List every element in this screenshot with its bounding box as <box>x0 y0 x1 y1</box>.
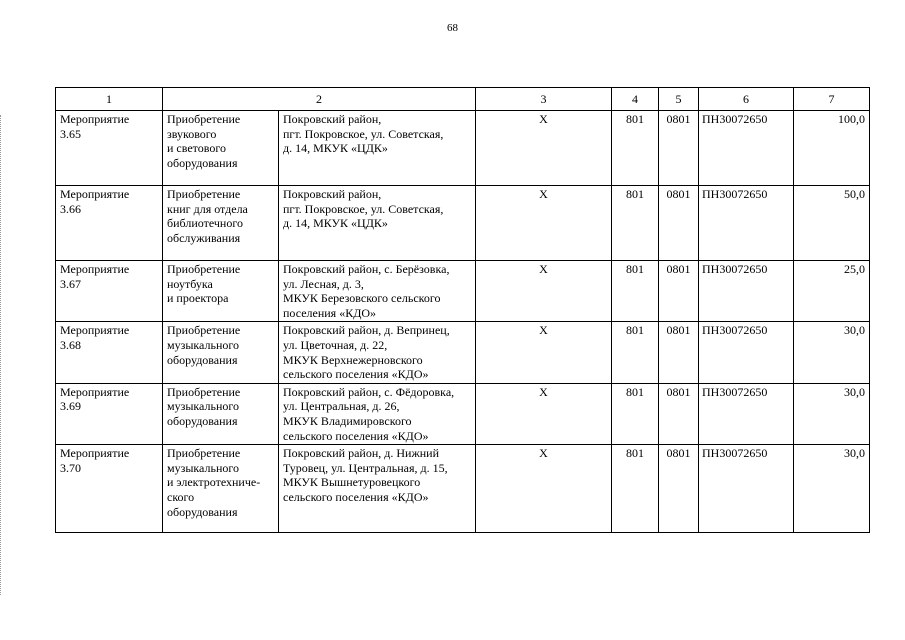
amount-value: 100,0 <box>794 111 870 186</box>
table-row <box>56 186 870 261</box>
amount-value: 30,0 <box>794 383 870 444</box>
recipient-address <box>279 111 476 186</box>
measure-name-line: 3.68 <box>60 337 81 352</box>
cell-col-4: 801 <box>612 111 659 186</box>
measure-name-line: Мероприятие <box>60 446 130 461</box>
amount-value: 50,0 <box>794 186 870 261</box>
measure-name-line: 3.69 <box>60 399 81 414</box>
cell-col-3: Х <box>476 186 612 261</box>
table-row <box>56 383 870 444</box>
measure-name-line: Мероприятие <box>60 112 130 126</box>
measure-name-line: Мероприятие <box>60 262 130 276</box>
table-row <box>56 261 870 322</box>
cell-col-3: Х <box>476 261 612 322</box>
recipient-address-line: Покровский район, д. Нижний <box>283 446 440 461</box>
cell-col-4: 801 <box>612 186 659 261</box>
table-row <box>56 111 870 186</box>
cell-col-5: 0801 <box>659 186 699 261</box>
cell-col-3: Х <box>476 383 612 444</box>
cell-col-3: Х <box>476 445 612 533</box>
purchase-description-line: оборудования <box>167 155 238 170</box>
table-row <box>56 445 870 533</box>
budget-table <box>55 87 870 533</box>
recipient-address-line: МКУК Березовского сельского <box>283 291 441 306</box>
purchase-description-line: и электротехниче- <box>167 475 261 490</box>
measure-name <box>56 111 163 186</box>
purchase-description-line: звукового <box>167 126 217 141</box>
measure-name <box>56 383 163 444</box>
cell-col-5: 0801 <box>659 322 699 383</box>
cell-col-6: ПН30072650 <box>699 186 794 261</box>
purchase-description <box>163 383 279 444</box>
purchase-description-line: ского <box>167 489 195 504</box>
column-header-7: 7 <box>794 88 870 111</box>
table-row <box>56 322 870 383</box>
measure-name-line: Мероприятие <box>60 323 130 338</box>
measure-name-line: 3.66 <box>60 201 81 216</box>
recipient-address-line: МКУК Верхнежерновского <box>283 352 423 367</box>
purchase-description <box>163 445 279 533</box>
cell-col-6: ПН30072650 <box>699 445 794 533</box>
cell-col-5: 0801 <box>659 111 699 186</box>
amount-value: 25,0 <box>794 261 870 322</box>
cell-col-5: 0801 <box>659 383 699 444</box>
cell-col-5: 0801 <box>659 261 699 322</box>
purchase-description-line: Приобретение <box>167 323 241 338</box>
measure-name-line: Мероприятие <box>60 187 130 201</box>
purchase-description <box>163 322 279 383</box>
recipient-address-line: пгт. Покровское, ул. Советская, <box>283 201 444 216</box>
table-header-row <box>56 88 870 111</box>
cell-col-4: 801 <box>612 261 659 322</box>
scan-edge-marks <box>0 115 4 595</box>
recipient-address-line: ул. Цветочная, д. 22, <box>283 337 388 352</box>
cell-col-3: Х <box>476 111 612 186</box>
measure-name <box>56 445 163 533</box>
recipient-address <box>279 322 476 383</box>
recipient-address-line: Покровский район, <box>283 187 382 201</box>
purchase-description-line: Приобретение <box>167 112 241 126</box>
column-header-6: 6 <box>699 88 794 111</box>
cell-col-4: 801 <box>612 322 659 383</box>
purchase-description-line: Приобретение <box>167 187 241 201</box>
purchase-description-line: оборудования <box>167 413 238 428</box>
recipient-address-line: д. 14, МКУК «ЦДК» <box>283 216 388 231</box>
recipient-address-line: Покровский район, с. Фёдоровка, <box>283 384 455 399</box>
recipient-address-line: сельского поселения «КДО» <box>283 489 429 504</box>
measure-name-line: 3.70 <box>60 460 81 475</box>
recipient-address-line: ул. Центральная, д. 26, <box>283 399 400 414</box>
purchase-description <box>163 186 279 261</box>
purchase-description-line: Приобретение <box>167 262 241 276</box>
measure-name <box>56 261 163 322</box>
recipient-address <box>279 186 476 261</box>
recipient-address <box>279 261 476 322</box>
recipient-address <box>279 445 476 533</box>
purchase-description <box>163 111 279 186</box>
recipient-address-line: сельского поселения «КДО» <box>283 367 429 382</box>
column-header-2: 2 <box>163 88 476 111</box>
cell-col-6: ПН30072650 <box>699 383 794 444</box>
purchase-description-line: книг для отдела <box>167 201 248 216</box>
cell-col-6: ПН30072650 <box>699 322 794 383</box>
recipient-address-line: МКУК Владимировского <box>283 413 412 428</box>
measure-name-line: 3.67 <box>60 276 81 291</box>
column-header-3: 3 <box>476 88 612 111</box>
purchase-description-line: оборудования <box>167 504 238 519</box>
amount-value: 30,0 <box>794 445 870 533</box>
column-header-1: 1 <box>56 88 163 111</box>
column-header-4: 4 <box>612 88 659 111</box>
amount-value: 30,0 <box>794 322 870 383</box>
purchase-description-line: Приобретение <box>167 446 241 461</box>
purchase-description-line: и светового <box>167 141 226 156</box>
recipient-address-line: ул. Лесная, д. 3, <box>283 276 364 291</box>
recipient-address-line: пгт. Покровское, ул. Советская, <box>283 126 444 141</box>
purchase-description-line: библиотечного <box>167 216 243 231</box>
cell-col-5: 0801 <box>659 445 699 533</box>
cell-col-6: ПН30072650 <box>699 261 794 322</box>
purchase-description-line: музыкального <box>167 337 239 352</box>
measure-name-line: Мероприятие <box>60 384 130 399</box>
purchase-description-line: музыкального <box>167 399 239 414</box>
measure-name-line: 3.65 <box>60 126 81 141</box>
cell-col-4: 801 <box>612 445 659 533</box>
recipient-address <box>279 383 476 444</box>
recipient-address-line: д. 14, МКУК «ЦДК» <box>283 141 388 156</box>
purchase-description-line: и проектора <box>167 291 229 306</box>
measure-name <box>56 322 163 383</box>
recipient-address-line: Туровец, ул. Центральная, д. 15, <box>283 460 448 475</box>
purchase-description-line: оборудования <box>167 352 238 367</box>
purchase-description-line: музыкального <box>167 460 239 475</box>
recipient-address-line: МКУК Вышнетуровецкого <box>283 475 421 490</box>
purchase-description-line: Приобретение <box>167 384 241 399</box>
purchase-description-line: обслуживания <box>167 230 241 245</box>
purchase-description-line: ноутбука <box>167 276 213 291</box>
recipient-address-line: поселения «КДО» <box>283 305 377 320</box>
cell-col-6: ПН30072650 <box>699 111 794 186</box>
recipient-address-line: Покровский район, д. Вепринец, <box>283 323 450 338</box>
recipient-address-line: сельского поселения «КДО» <box>283 428 429 443</box>
purchase-description <box>163 261 279 322</box>
cell-col-3: Х <box>476 322 612 383</box>
recipient-address-line: Покровский район, <box>283 112 382 126</box>
column-header-5: 5 <box>659 88 699 111</box>
page-number: 68 <box>447 22 458 34</box>
recipient-address-line: Покровский район, с. Берёзовка, <box>283 262 450 276</box>
measure-name <box>56 186 163 261</box>
cell-col-4: 801 <box>612 383 659 444</box>
